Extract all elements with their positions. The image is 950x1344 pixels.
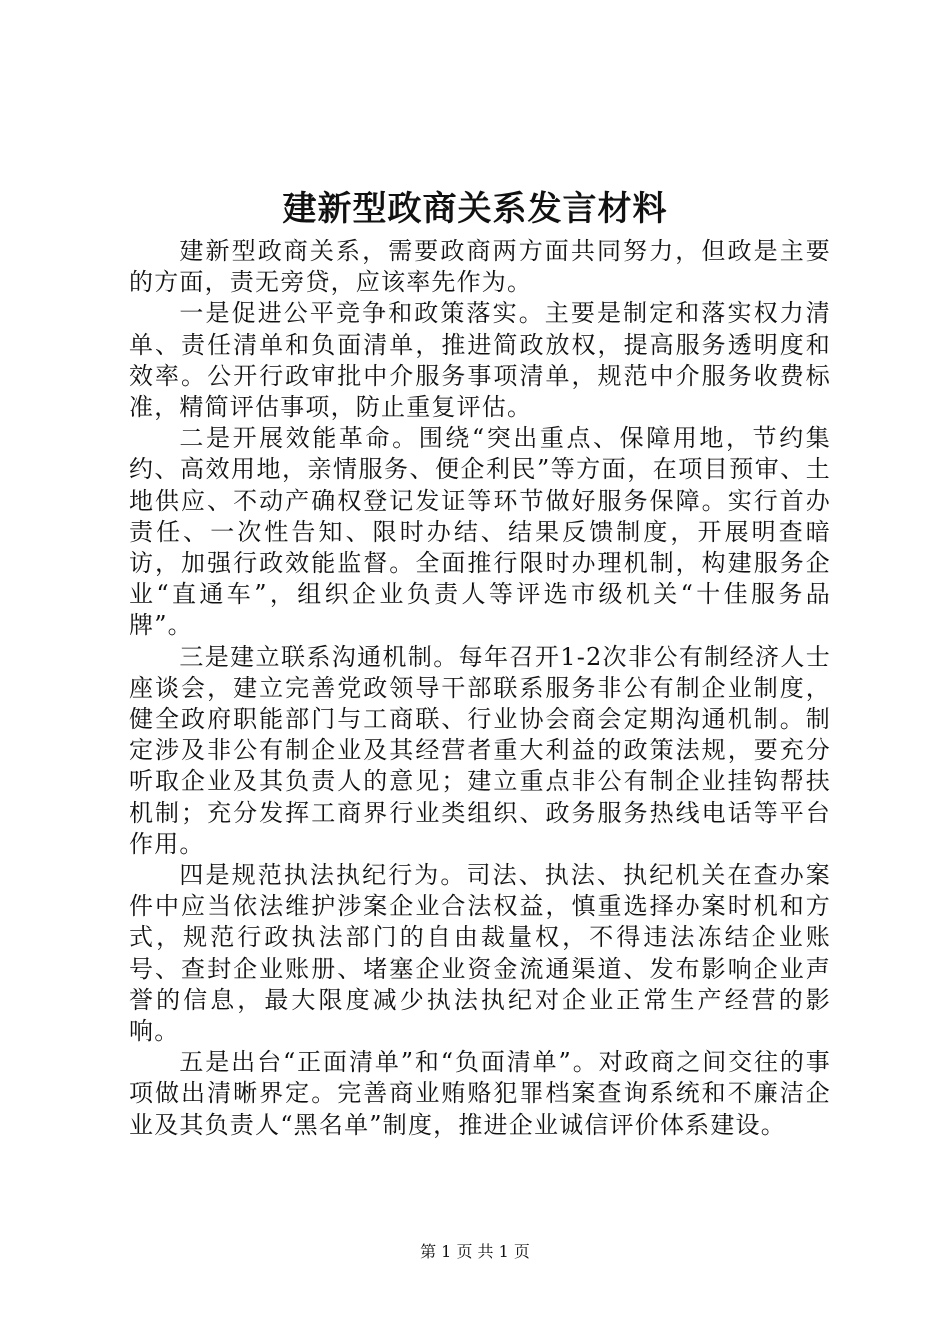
document-body bbox=[129, 236, 831, 1141]
paragraph-point-1: 一是促进公平竞争和政策落实。主要是制定和落实权力清单、责任清单和负面清单，推进简政放权，提高服务透明度和效率。公开行政审批中介服务事项清单，规范中介服务收费标准，精简评估事项，防止重复评估。 bbox=[129, 299, 831, 422]
paragraph-point-4: 四是规范执法执纪行为。司法、执法、执纪机关在查办案件中应当依法维护涉案企业合法权益，慎重选择办案时机和方式，规范行政执法部门的自由裁量权，不得违法冻结企业账号、查封企业账册、堵塞企业资金流通渠道、发布影响企业声誉的信息，最大限度减少执法执纪对企业正常生产经营的影响。 bbox=[129, 861, 831, 1046]
page-number-footer: 第 1 页 共 1 页 bbox=[420, 1242, 530, 1261]
document-title: 建新型政商关系发言材料 bbox=[282, 189, 668, 229]
paragraph-point-5: 五是出台“正面清单”和“负面清单”。对政商之间交往的事项做出清晰界定。完善商业贿赂犯罪档案查询系统和不廉洁企业及其负责人“黑名单”制度，推进企业诚信评价体系建设。 bbox=[129, 1048, 831, 1139]
paragraph-intro: 建新型政商关系，需要政商两方面共同努力，但政是主要的方面，责无旁贷，应该率先作为。 bbox=[129, 237, 831, 297]
paragraph-point-2: 二是开展效能革命。围绕“突出重点、保障用地，节约集约、高效用地，亲情服务、便企利民”等方面，在项目预审、土地供应、不动产确权登记发证等环节做好服务保障。实行首办责任、一次性告知、限时办结、结果反馈制度，开展明查暗访，加强行政效能监督。全面推行限时办理机制，构建服务企业“直通车”，组织企业负责人等评选市级机关“十佳服务品牌”。 bbox=[129, 424, 831, 640]
paragraph-point-3: 三是建立联系沟通机制。每年召开1-2次非公有制经济人士座谈会，建立完善党政领导干部联系服务非公有制企业制度，健全政府职能部门与工商联、行业协会商会定期沟通机制。制定涉及非公有制企业及其经营者重大利益的政策法规，要充分听取企业及其负责人的意见；建立重点非公有制企业挂钩帮扶机制；充分发挥工商界行业类组织、政务服务热线电话等平台作用。 bbox=[129, 642, 831, 858]
